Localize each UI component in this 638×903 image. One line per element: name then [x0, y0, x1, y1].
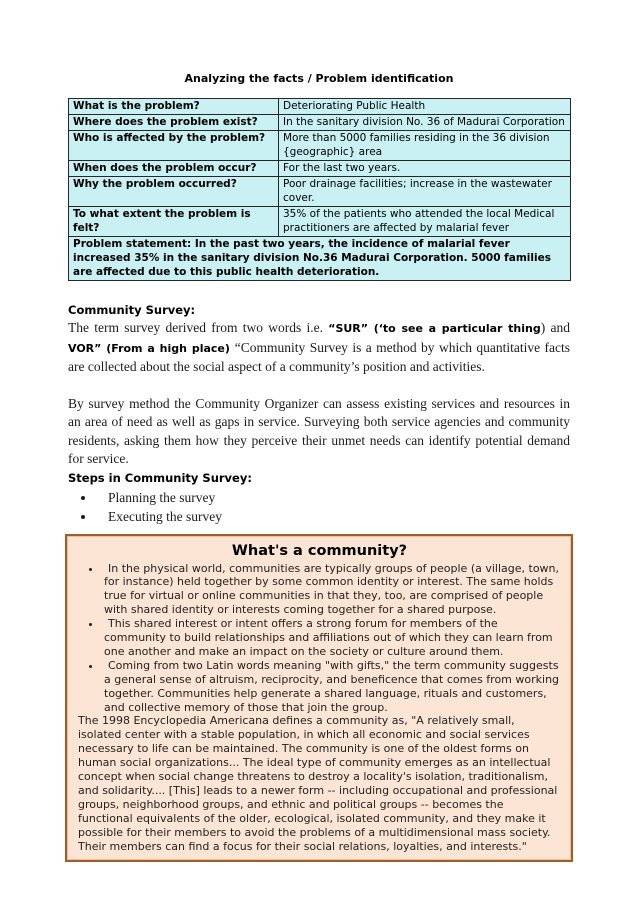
survey-method-paragraph: By survey method the Community Organizer can assess existing services and resources in an area of need as well as gaps in service. Surveying both service agencies and community residents, asking them how they perceive their unmet needs can identify potential demand for service.	[68, 395, 570, 466]
box-bullet-physical-world: • In the physical world, communities are typically groups of people (a village, town, for instance) held together by some common identity or interest. The same holds true for virtual or online communities in that they, too, are comprised of people with shared identity or interests coming together for a shared purpose.	[102, 562, 561, 618]
steps-heading: Steps in Community Survey:	[68, 470, 252, 485]
table-row	[69, 237, 571, 281]
table-row	[69, 131, 571, 161]
question-cell: When does the problem occur?	[69, 161, 279, 177]
question-cell: Why the problem occurred?	[69, 177, 279, 207]
community-box-heading: What's a community?	[231, 542, 408, 559]
intro-bold-vor: VOR” (From a high place)	[68, 341, 235, 355]
encyclopedia-paragraph: The 1998 Encyclopedia Americana defines a community as, "A relatively small, isolated center with a stable population, in which all economic and social services necessary to life can be maintained. The community is one of the oldest forms on human social organizations... The ideal type of community emerges as an intellectual concept when social change threatens to destroy a locality's isolation, traditionalism, and solidarity.... [This] leads to a newer form -- including occupational and professional groups, neighborhood groups, and ethnic and political groups -- becomes the functional equivalents of the older, ecological, isolated community, and they make it possible for their members to avoid the problems of a multidimensional mass society. Their members can find a focus for their social relations, loyalties, and interests."	[78, 714, 558, 853]
intro-text: The term survey derived from two words i.e.	[68, 320, 329, 335]
community-box-bullets	[90, 562, 561, 715]
survey-intro-paragraph	[68, 319, 570, 377]
community-survey-section	[68, 301, 570, 526]
whats-a-community-box	[65, 534, 573, 862]
answer-cell: Deteriorating Public Health	[279, 99, 571, 115]
table-row	[69, 161, 571, 177]
steps-list	[82, 488, 570, 526]
question-cell: To what extent the problem is felt?	[69, 207, 279, 237]
intro-bold-sur: “SUR” (‘to see a particular thing	[328, 322, 541, 335]
table-row	[69, 207, 571, 237]
answer-cell: 35% of the patients who attended the local Medical practitioners are affected by malarial fever	[279, 207, 571, 237]
table-row	[69, 115, 571, 131]
answer-cell: Poor drainage facilities; increase in the wastewater cover.	[279, 177, 571, 207]
table-row	[69, 99, 571, 115]
question-cell: Where does the problem exist?	[69, 115, 279, 131]
answer-cell: More than 5000 families residing in the 36 division {geographic} area	[279, 131, 571, 161]
problem-statement: Problem statement: In the past two years, the incidence of malarial fever increased 35% in the sanitary division No.36 Madurai Corporation. 5000 families are affected due to this public health deterioration.	[69, 237, 571, 281]
community-survey-heading: Community Survey:	[68, 303, 196, 317]
box-bullet-shared-interest: • This shared interest or intent offers a strong forum for members of the community to build relationships and affiliations out of which they can learn from one another and make an impact on the society or culture around them.	[102, 617, 561, 659]
question-cell: What is the problem?	[69, 99, 279, 115]
intro-text: “Community Survey is a method by which quantitative facts are collected about the social aspect of a community’s position and activities.	[68, 339, 570, 374]
question-cell: Who is affected by the problem?	[69, 131, 279, 161]
step-item: • Planning the survey	[96, 488, 570, 507]
step-item: • Executing the survey	[96, 507, 570, 526]
box-bullet-latin-words: • Coming from two Latin words meaning "with gifts," the term community suggests a general sense of altruism, reciprocity, and beneficence that comes from working together. Communities help generate a shared language, rituals and customers, and collective memory of those that join the group.	[102, 659, 561, 715]
table-row	[69, 177, 571, 207]
problem-identification-table	[68, 98, 571, 281]
intro-text: ) and	[540, 320, 570, 335]
page-title: Analyzing the facts / Problem identification	[184, 72, 454, 85]
answer-cell: In the sanitary division No. 36 of Madurai Corporation	[279, 115, 571, 131]
answer-cell: For the last two years.	[279, 161, 571, 177]
